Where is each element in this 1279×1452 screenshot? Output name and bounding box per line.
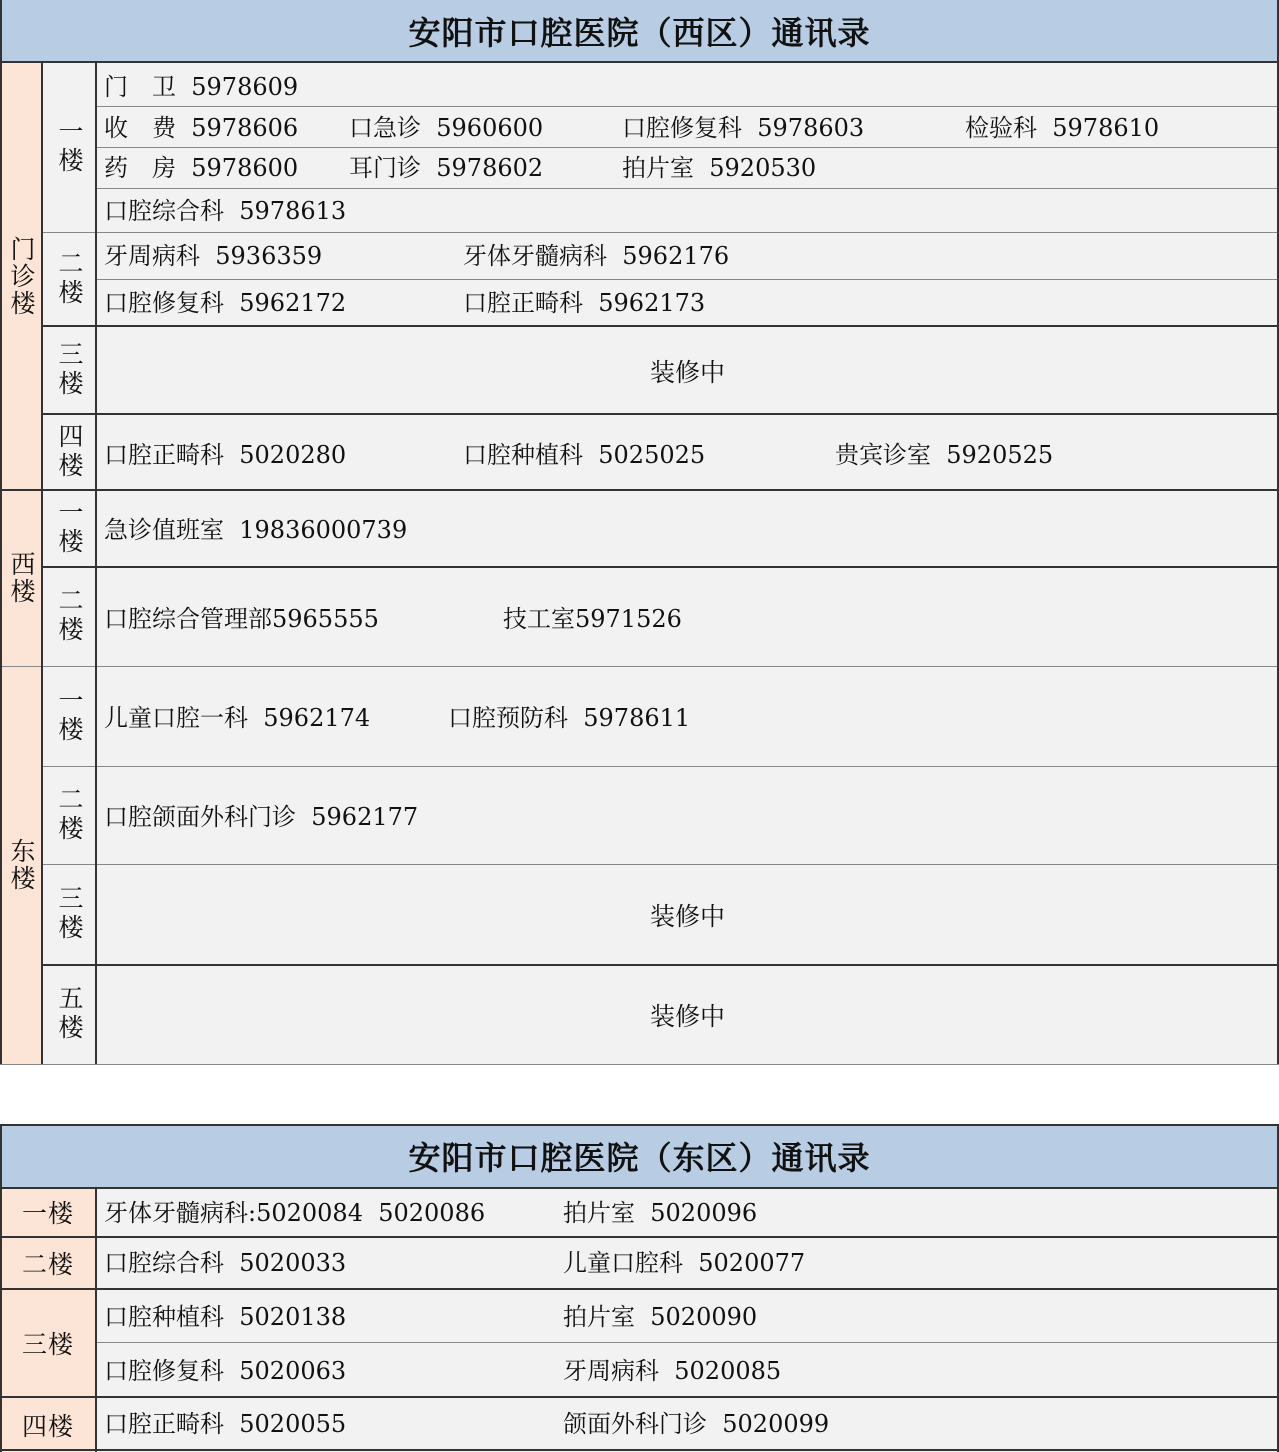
grid-line <box>42 413 1279 415</box>
phone-entry: 药 房 5978600 <box>104 154 299 182</box>
floor-label: 一楼 <box>55 687 84 745</box>
floor-cell <box>0 1289 96 1397</box>
phone-entry: 口腔种植科 5020138 <box>104 1303 347 1331</box>
grid-line <box>96 279 1279 280</box>
phone-entry: 耳门诊 5978602 <box>349 154 544 182</box>
grid-line <box>95 1187 97 1452</box>
grid-line <box>0 1288 1279 1290</box>
phone-entry: 口急诊 5960600 <box>349 114 544 142</box>
floor-cell <box>42 232 96 326</box>
floor-label: 三楼 <box>21 1330 74 1359</box>
floor-cell <box>42 62 96 232</box>
building-outpatient-label: 门诊楼 <box>7 235 36 317</box>
grid-line <box>95 62 97 1064</box>
floor-label: 三楼 <box>55 885 84 943</box>
phone-entry: 检验科 5978610 <box>965 114 1160 142</box>
floor-cell <box>42 666 96 766</box>
grid-line <box>0 1064 1279 1065</box>
east-directory-title: 安阳市口腔医院（东区）通讯录 <box>0 1125 1279 1187</box>
grid-line <box>96 1342 1279 1343</box>
floor-label: 三楼 <box>55 341 84 399</box>
phone-entry: 口腔综合科 5020033 <box>104 1249 347 1277</box>
west-directory-title: 安阳市口腔医院（西区）通讯录 <box>0 0 1279 62</box>
floor-cell <box>0 1237 96 1289</box>
floor-label: 一楼 <box>55 499 84 557</box>
floor-label: 一楼 <box>21 1199 74 1228</box>
phone-entry: 牙周病科 5020085 <box>563 1357 782 1385</box>
phone-entry: 牙周病科 5936359 <box>104 242 323 270</box>
grid-line <box>0 1124 1279 1126</box>
floor-cell <box>0 1187 96 1237</box>
grid-line <box>96 147 1279 148</box>
grid-line <box>0 1449 1279 1451</box>
floor-label: 四楼 <box>21 1411 74 1441</box>
floor-label: 二楼 <box>55 250 84 308</box>
west-content-area <box>96 62 1279 1064</box>
phone-entry: 儿童口腔一科 5962174 <box>104 704 371 732</box>
phone-entry: 牙体牙髓病科:5020084 5020086 <box>104 1199 486 1227</box>
floor-cell <box>42 964 96 1064</box>
floor-label: 四楼 <box>55 423 84 481</box>
phone-entry: 口腔综合科 5978613 <box>104 197 347 225</box>
grid-line <box>41 62 43 1064</box>
grid-line <box>0 0 2 1064</box>
phone-entry: 儿童口腔科 5020077 <box>563 1249 806 1277</box>
phone-entry: 牙体牙髓病科 5962176 <box>463 242 730 270</box>
floor-cell <box>42 766 96 864</box>
floor-label: 一楼 <box>55 118 84 176</box>
grid-line <box>42 964 1279 966</box>
building-east-label: 东楼 <box>7 838 36 892</box>
phone-entry: 拍片室 5020096 <box>563 1199 758 1227</box>
renovation-notice: 装修中 <box>649 902 725 931</box>
phone-entry: 贵宾诊室 5920525 <box>835 441 1054 469</box>
phone-entry: 口腔综合管理部5965555 <box>104 605 379 633</box>
floor-label: 二楼 <box>55 587 84 645</box>
grid-line <box>42 864 1279 865</box>
floor-label: 二楼 <box>55 786 84 844</box>
phone-entry: 口腔正畸科 5020055 <box>104 1410 347 1438</box>
phone-entry: 拍片室 5020090 <box>563 1303 758 1331</box>
grid-line <box>0 1236 1279 1238</box>
grid-line <box>0 1187 1279 1189</box>
floor-cell <box>42 414 96 490</box>
floor-cell <box>0 1397 96 1452</box>
phone-entry: 口腔修复科 5962172 <box>104 289 347 317</box>
grid-line <box>0 1124 2 1452</box>
phone-entry: 口腔修复科 5978603 <box>622 114 865 142</box>
phone-entry: 口腔颌面外科门诊 5962177 <box>104 803 419 831</box>
floor-label: 二楼 <box>21 1250 74 1279</box>
building-west <box>0 490 42 666</box>
grid-line <box>42 325 1279 327</box>
phone-entry: 口腔预防科 5978611 <box>448 704 691 732</box>
phone-entry: 收 费 5978606 <box>104 114 299 142</box>
east-content-area <box>96 1187 1279 1452</box>
phone-entry: 颌面外科门诊 5020099 <box>563 1410 830 1438</box>
phone-entry: 技工室5971526 <box>503 605 682 633</box>
grid-line <box>42 232 1279 233</box>
phone-entry: 口腔修复科 5020063 <box>104 1357 347 1385</box>
phone-entry: 门 卫 5978609 <box>104 73 299 101</box>
building-east <box>0 666 42 1064</box>
grid-line <box>42 766 1279 767</box>
phone-entry: 口腔正畸科 5020280 <box>104 441 347 469</box>
floor-cell <box>42 566 96 666</box>
grid-line <box>0 666 1279 667</box>
grid-line <box>42 566 1279 568</box>
floor-cell <box>42 490 96 566</box>
grid-line <box>0 61 1279 63</box>
grid-line <box>96 106 1279 107</box>
phone-entry: 口腔正畸科 5962173 <box>463 289 706 317</box>
phone-entry: 急诊值班室 19836000739 <box>104 516 408 544</box>
floor-cell <box>42 326 96 414</box>
renovation-notice: 装修中 <box>649 358 725 387</box>
floor-cell <box>42 864 96 964</box>
renovation-notice: 装修中 <box>649 1002 725 1031</box>
building-outpatient <box>0 62 42 490</box>
phone-entry: 拍片室 5920530 <box>622 154 817 182</box>
building-west-label: 西楼 <box>7 551 36 605</box>
grid-line <box>0 1396 1279 1398</box>
phone-entry: 口腔种植科 5025025 <box>463 441 706 469</box>
floor-label: 五楼 <box>55 985 84 1043</box>
grid-line <box>0 489 1279 491</box>
grid-line <box>96 188 1279 189</box>
